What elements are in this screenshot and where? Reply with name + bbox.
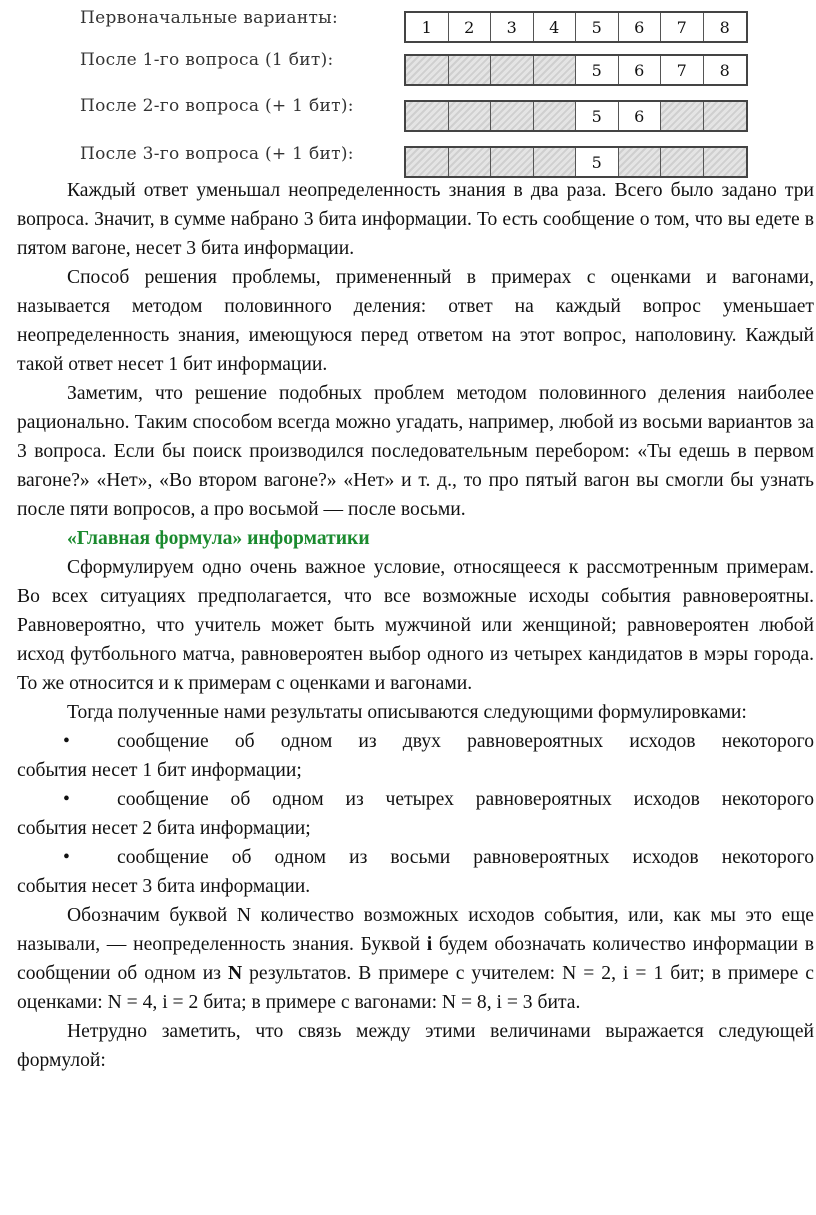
paragraph-2: Способ решения проблемы, примененный в примерах с оценками и вагонами, называется методом половинного деления: ответ на каждый вопрос уменьшает неопределенность знания, имеющуюся перед ответом на этот вопрос, наполовину. Каждый такой ответ несет 1 бит информации. [17,267,814,375]
bullet-item [17,785,814,843]
car-number: 2 [464,17,475,37]
paragraph-7: Нетрудно заметить, что связь между этими величинами выражается следующей формулой: [17,1021,814,1071]
car-cell [619,13,662,41]
bullet-mark: • [63,847,70,868]
bullet-text-cont: события несет 3 бита информации. [17,876,311,897]
figure-row-after-q1 [0,50,816,90]
row-label: После 2-го вопроса (+ 1 бит): [80,96,354,116]
car-number: 4 [549,17,560,37]
p6-part-b: будем обозначать количество информации в сообщении об одном из [17,934,814,984]
bullet-item [17,727,814,785]
car-cell [576,56,619,84]
car-cell [491,102,534,130]
car-number: 5 [591,60,602,80]
car-number: 6 [634,106,645,126]
car-cell [406,56,449,84]
car-cell [576,148,619,176]
row-label: После 3-го вопроса (+ 1 бит): [80,144,354,164]
car-number: 5 [591,106,602,126]
car-cell [661,56,704,84]
body-text [17,176,814,1075]
row-label: После 1-го вопроса (1 бит): [80,50,334,70]
p6-part-a: Обозначим буквой N количество возможных исходов события, или, как мы это еще называли, — неопределенность знания. Буквой [17,905,814,955]
car-cell [704,148,747,176]
row-label: Первоначальные варианты: [80,8,339,28]
car-cell [449,102,492,130]
car-cell [449,13,492,41]
car-cell [661,148,704,176]
car-cell [406,102,449,130]
car-cell [449,56,492,84]
car-cell [406,13,449,41]
p6-part-c: результатов. В примере с учителем: N = 2, i = 1 бит; в примере с оценками: N = 4, i = 2 бита; в примере с вагонами: N = 8, i = 3 бита. [17,963,814,1013]
car-cell [576,13,619,41]
car-cell [619,102,662,130]
half-division-figure [0,0,816,180]
car-cell [704,13,747,41]
figure-row-initial [0,8,816,48]
bullet-text: сообщение об одном из четырех равновероятных исходов некоторого [117,789,814,810]
car-cell [534,148,577,176]
car-number: 7 [676,60,687,80]
car-number: 7 [676,17,687,37]
car-cell [619,148,662,176]
paragraph-1: Каждый ответ уменьшал неопределенность знания в два раза. Всего было задано три вопроса. Значит, в сумме набрано 3 бита информации. То есть сообщение о том, что вы едете в пятом вагоне, несет 3 бита информации. [17,180,814,259]
car-cells [404,146,748,178]
bullet-mark: • [63,731,70,752]
car-cells [404,54,748,86]
car-cell [704,102,747,130]
bullet-text: сообщение об одном из восьми равновероятных исходов некоторого [117,847,814,868]
car-cell [534,56,577,84]
car-cell [491,56,534,84]
car-number: 8 [719,60,730,80]
car-number: 3 [506,17,517,37]
car-number: 6 [634,17,645,37]
car-cell [406,148,449,176]
bullet-text-cont: события несет 2 бита информации; [17,818,311,839]
car-number: 8 [719,17,730,37]
car-number: 5 [591,17,602,37]
car-cell [661,102,704,130]
car-cell [661,13,704,41]
car-number: 5 [591,152,602,172]
p6-i-bold: i [426,934,433,955]
paragraph-5: Тогда полученные нами результаты описываются следующими формулировками: [67,702,747,723]
car-number: 6 [634,60,645,80]
car-cell [534,13,577,41]
bullet-text-cont: события несет 1 бит информации; [17,760,302,781]
bullet-item [17,843,814,901]
paragraph-3: Заметим, что решение подобных проблем методом половинного деления наиболее рационально. Таким способом всегда можно угадать, например, любой из восьми вариантов за 3 вопроса. Если бы поиск производился последовательным перебором: «Ты едешь в первом вагоне?» «Нет», «Во втором вагоне?» «Нет» и т. д., то про пятый вагон вы смогли бы узнать после пяти вопросов, а про восьмой — после восьми. [17,383,814,520]
car-cell [619,56,662,84]
car-cells [404,11,748,43]
car-cell [576,102,619,130]
bullet-mark: • [63,789,70,810]
car-cell [491,148,534,176]
car-cells [404,100,748,132]
car-cell [449,148,492,176]
paragraph-4: Сформулируем одно очень важное условие, относящееся к рассмотренным примерам. Во всех ситуациях предполагается, что все возможные исходы события равновероятны. Равновероятно, что учитель может быть мужчиной или женщиной; равновероятен любой исход футбольного матча, равновероятен выбор одного из четырех кандидатов в мэры города. То же относится и к примерам с оценками и вагонами. [17,557,814,694]
car-cell [704,56,747,84]
p6-n-bold: N [227,963,243,984]
figure-row-after-q2 [0,96,816,136]
paragraph-6 [17,901,814,1017]
car-cell [534,102,577,130]
bullet-text: сообщение об одном из двух равновероятных исходов некоторого [117,731,814,752]
car-cell [491,13,534,41]
car-number: 1 [421,17,432,37]
section-heading: «Главная формула» информатики [67,528,370,549]
